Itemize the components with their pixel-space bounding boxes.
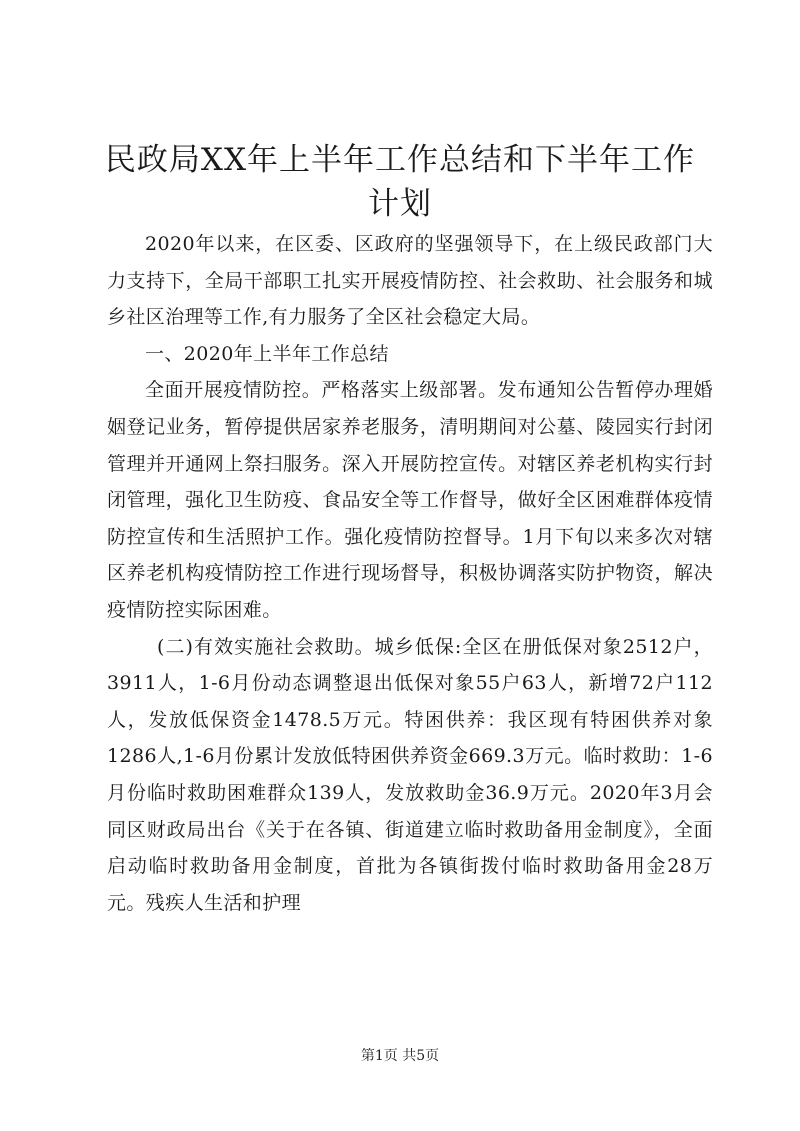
section-heading: 一、2020年上半年工作总结 — [145, 342, 389, 365]
social-assistance-paragraph: (二)有效实施社会救助。城乡低保:全区在册低保对象2512户，3911人，1-6月份动态调整退出低保对象55户63人，新增72户112人，发放低保资金1478.5万元。特困供养：我区现有特困供养对象1286人,1-6月份累计发放低特困供养资金669.3万元。临时救助：1-6月份临时救助困难群众139人，发放救助金36.9万元。2020年3月会同区财政局出台《关于在各镇、街道建立临时救助备用金制度》，全面启动临时救助备用金制度，首批为各镇街拨付临时救助备用金28万元。残疾人生活和护理 — [107, 635, 713, 914]
intro-paragraph: 2020年以来，在区委、区政府的坚强领导下，在上级民政部门大力支持下，全局干部职工扎实开展疫情防控、社会救助、社会服务和城乡社区治理等工作,有力服务了全区社会稳定大局。 — [107, 233, 713, 329]
page-number-footer: 第1页 共5页 — [360, 1048, 440, 1064]
epidemic-control-paragraph: 全面开展疫情防控。严格落实上级部署。发布通知公告暂停办理婚姻登记业务，暂停提供居家养老服务，清明期间对公墓、陵园实行封闭管理并开通网上祭扫服务。深入开展防控宣传。对辖区养老机构实行封闭管理，强化卫生防疫、食品安全等工作督导，做好全区困难群体疫情防控宣传和生活照护工作。强化疫情防控督导。1月下旬以来多次对辖区养老机构疫情防控工作进行现场督导，积极协调落实防护物资，解决疫情防控实际困难。 — [107, 379, 713, 621]
document-title: 民政局XX年上半年工作总结和下半年工作计划 — [104, 142, 696, 222]
document-body — [107, 226, 713, 921]
